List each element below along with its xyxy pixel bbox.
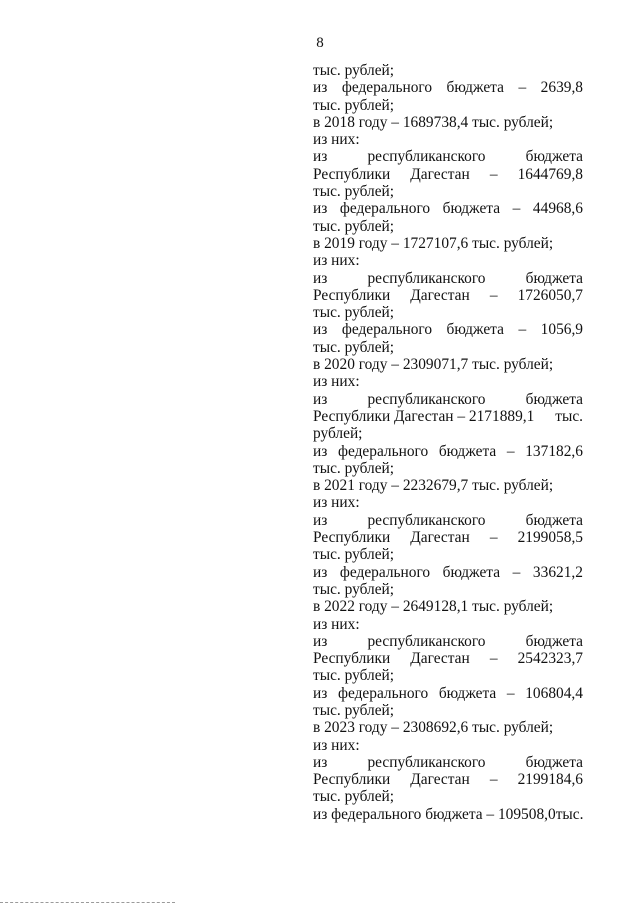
text-segment: Дагестан: [410, 529, 470, 547]
text-segment: рублей;: [313, 425, 363, 443]
text-segment: бюджета: [442, 200, 501, 218]
text-line: [313, 218, 583, 235]
text-segment: бюджета: [446, 79, 504, 97]
text-line: [313, 616, 583, 633]
text-segment: из: [313, 563, 328, 581]
text-line: [313, 97, 583, 114]
scan-edge-artifact: [0, 902, 175, 903]
text-segment: тыс. рублей;: [313, 338, 395, 356]
text-segment: 106804,4: [525, 684, 583, 702]
text-line: [313, 79, 583, 96]
text-segment: тыс.: [555, 407, 583, 425]
text-line: [313, 408, 583, 425]
text-line: [313, 477, 583, 494]
text-segment: в 2020 году – 2309071,7 тыс. рублей;: [313, 356, 554, 374]
text-segment: республиканского: [367, 148, 486, 166]
text-segment: –: [489, 165, 498, 183]
text-segment: –: [506, 442, 515, 460]
text-line: [313, 667, 583, 684]
text-segment: тыс. рублей;: [313, 217, 395, 235]
text-line: [313, 581, 583, 598]
text-segment: республиканского: [367, 511, 486, 529]
text-segment: федерального: [341, 79, 433, 97]
text-segment: Республики: [313, 529, 391, 547]
text-line: [313, 443, 583, 460]
text-segment: тыс. рублей;: [313, 701, 395, 719]
text-line: [313, 685, 583, 702]
text-segment: бюджета: [525, 632, 583, 650]
text-segment: Республики: [313, 165, 391, 183]
text-segment: Дагестан: [410, 650, 470, 668]
text-segment: 1056,9: [540, 321, 583, 339]
text-segment: Республики: [313, 650, 391, 668]
text-segment: из них:: [313, 252, 360, 270]
text-segment: из: [313, 753, 328, 771]
text-segment: бюджета: [525, 148, 583, 166]
text-line: [313, 200, 583, 217]
text-segment: в 2021 году – 2232679,7 тыс. рублей;: [313, 477, 554, 495]
document-body: [313, 62, 583, 823]
text-line: [313, 788, 583, 805]
text-line: [313, 131, 583, 148]
text-segment: –: [512, 563, 521, 581]
text-line: [313, 183, 583, 200]
text-segment: бюджета: [438, 442, 497, 460]
text-segment: из: [313, 269, 328, 287]
text-segment: 137182,6: [525, 442, 583, 460]
text-segment: 1644769,8: [517, 165, 583, 183]
text-segment: федерального: [339, 563, 431, 581]
text-line: [313, 304, 583, 321]
text-segment: из них:: [313, 494, 360, 512]
text-segment: федерального: [341, 321, 433, 339]
text-segment: из: [313, 511, 328, 529]
text-line: [313, 806, 583, 823]
text-segment: федерального: [337, 442, 429, 460]
text-line: [313, 252, 583, 269]
text-segment: федерального: [337, 684, 429, 702]
text-segment: Республики Дагестан – 2171889,1: [313, 407, 535, 425]
text-line: [313, 460, 583, 477]
text-segment: из федерального бюджета – 109508,0: [313, 805, 556, 823]
text-segment: из них:: [313, 615, 360, 633]
text-segment: –: [518, 321, 527, 339]
text-line: [313, 737, 583, 754]
text-line: [313, 270, 583, 287]
text-segment: республиканского: [367, 753, 486, 771]
text-segment: из: [313, 321, 328, 339]
text-line: [313, 235, 583, 252]
text-segment: республиканского: [367, 269, 486, 287]
text-segment: –: [506, 684, 515, 702]
text-segment: –: [489, 650, 498, 668]
text-line: [313, 650, 583, 667]
text-segment: в 2018 году – 1689738,4 тыс. рублей;: [313, 113, 554, 131]
text-line: [313, 719, 583, 736]
page-number: 8: [316, 35, 324, 51]
text-segment: из: [313, 442, 328, 460]
text-segment: в 2022 году – 2649128,1 тыс. рублей;: [313, 598, 554, 616]
text-segment: из: [313, 148, 328, 166]
text-segment: из: [313, 200, 328, 218]
text-segment: 1726050,7: [517, 286, 583, 304]
text-line: [313, 546, 583, 563]
text-segment: республиканского: [367, 390, 486, 408]
text-segment: Республики: [313, 771, 391, 789]
text-line: [313, 598, 583, 615]
text-segment: из: [313, 79, 328, 97]
text-line: [313, 321, 583, 338]
text-segment: тыс. рублей;: [313, 546, 395, 564]
text-line: [313, 754, 583, 771]
text-segment: 33621,2: [532, 563, 583, 581]
text-line: [313, 512, 583, 529]
text-line: [313, 529, 583, 546]
text-segment: федерального: [339, 200, 431, 218]
text-segment: тыс. рублей;: [313, 667, 395, 685]
text-segment: из: [313, 390, 328, 408]
text-line: [313, 166, 583, 183]
text-segment: –: [489, 286, 498, 304]
text-segment: 2639,8: [540, 79, 583, 97]
text-segment: бюджета: [442, 563, 501, 581]
text-line: [313, 339, 583, 356]
text-segment: –: [489, 771, 498, 789]
text-segment: тыс. рублей;: [313, 788, 395, 806]
text-line: [313, 114, 583, 131]
text-segment: из: [313, 632, 328, 650]
text-segment: из них:: [313, 736, 360, 754]
text-segment: в 2023 году – 2308692,6 тыс. рублей;: [313, 719, 554, 737]
text-line: [313, 702, 583, 719]
text-segment: –: [489, 529, 498, 547]
text-segment: бюджета: [525, 269, 583, 287]
text-segment: Дагестан: [410, 771, 470, 789]
text-segment: Дагестан: [410, 165, 470, 183]
text-line: [313, 391, 583, 408]
text-segment: тыс. рублей;: [313, 96, 395, 114]
text-line: [313, 148, 583, 165]
text-segment: тыс. рублей;: [313, 183, 395, 201]
text-segment: 44968,6: [532, 200, 583, 218]
text-line: [313, 356, 583, 373]
text-segment: –: [518, 79, 527, 97]
text-line: [313, 494, 583, 511]
text-segment: тыс. рублей;: [313, 459, 395, 477]
text-segment: тыс. рублей;: [313, 580, 395, 598]
text-segment: тыс. рублей;: [313, 304, 395, 322]
text-segment: бюджета: [446, 321, 504, 339]
text-segment: бюджета: [525, 753, 583, 771]
text-segment: –: [512, 200, 521, 218]
text-line: [313, 373, 583, 390]
text-line: [313, 425, 583, 442]
text-line: [313, 62, 583, 79]
text-line: [313, 771, 583, 788]
text-segment: Дагестан: [410, 286, 470, 304]
text-segment: 2199184,6: [517, 771, 583, 789]
text-segment: 2542323,7: [517, 650, 583, 668]
text-segment: бюджета: [525, 511, 583, 529]
text-segment: тыс. рублей;: [313, 62, 395, 79]
text-segment: бюджета: [525, 390, 583, 408]
text-segment: бюджета: [438, 684, 497, 702]
text-segment: из них:: [313, 131, 360, 149]
text-line: [313, 633, 583, 650]
text-segment: из них:: [313, 373, 360, 391]
text-line: [313, 287, 583, 304]
text-segment: Республики: [313, 286, 391, 304]
text-segment: из: [313, 684, 328, 702]
text-segment: в 2019 году – 1727107,6 тыс. рублей;: [313, 234, 554, 252]
text-segment: 2199058,5: [517, 529, 583, 547]
text-segment: республиканского: [367, 632, 486, 650]
text-line: [313, 564, 583, 581]
text-segment: тыс.: [555, 805, 584, 823]
